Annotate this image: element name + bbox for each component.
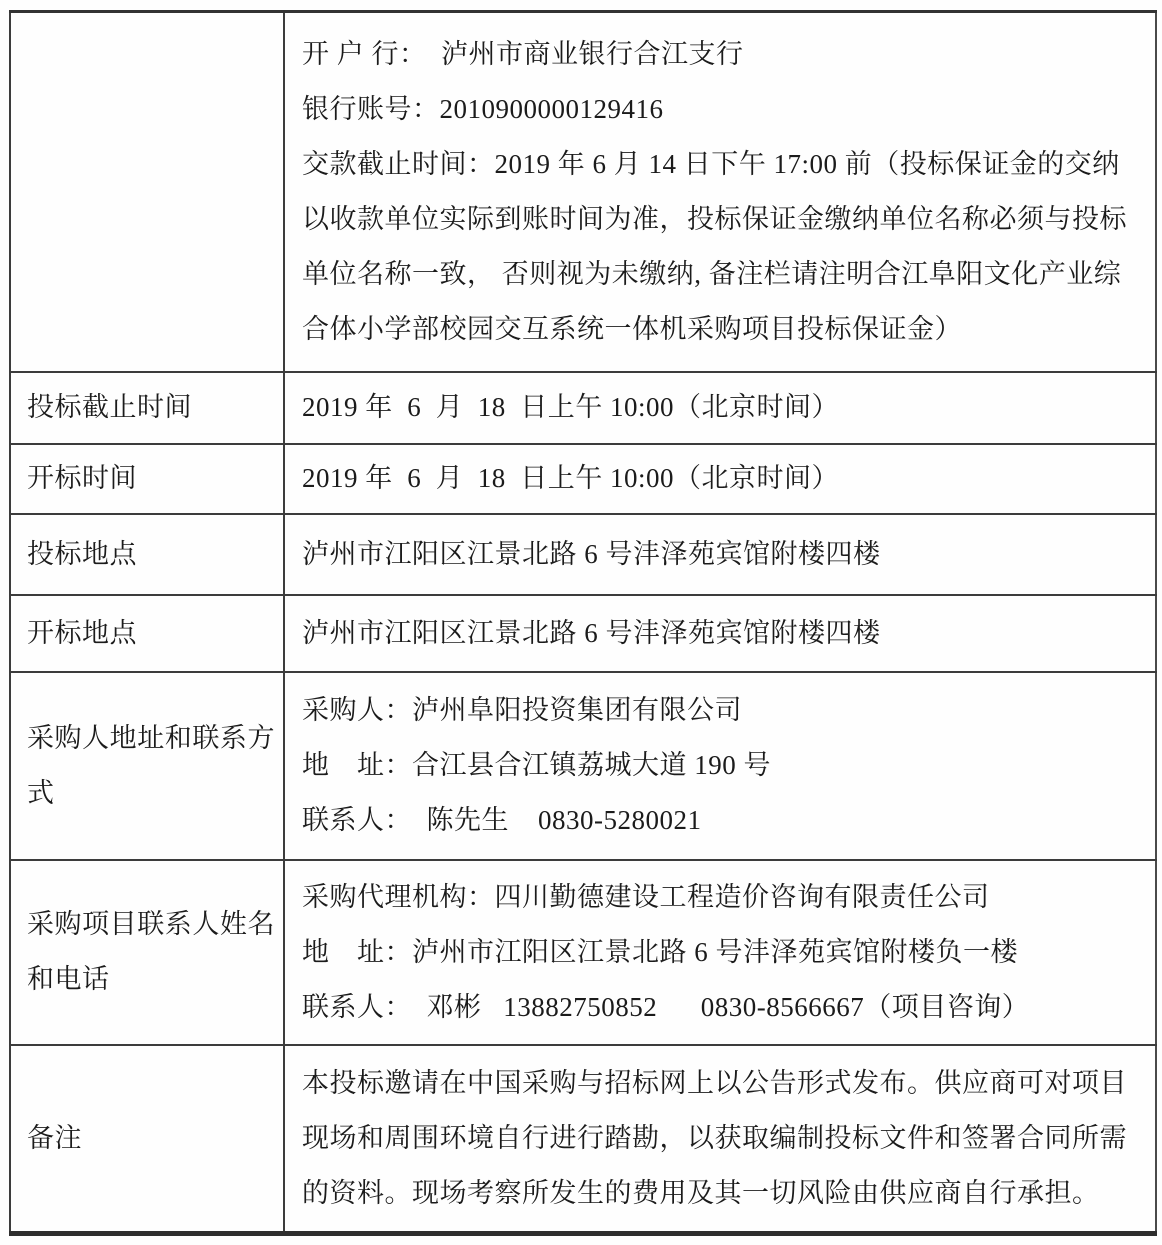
row-label-cell bbox=[10, 860, 284, 1045]
cell-line: 地 址：泸州市江阳区江景北路 6 号沣泽苑宾馆附楼负一楼 bbox=[302, 936, 1018, 967]
bid-info-table bbox=[9, 10, 1157, 1236]
row-value-cell bbox=[284, 672, 1156, 860]
cell-line: 联系人： 陈先生 0830-5280021 bbox=[302, 805, 702, 835]
row-label: 投标截止时间 bbox=[27, 392, 192, 422]
row-label: 开标地点 bbox=[27, 617, 137, 648]
row-label: 备注 bbox=[27, 1122, 82, 1153]
cell-line: 开 户 行： 泸州市商业银行合江支行 bbox=[302, 38, 744, 69]
cell-line: 2019 年 6 月 18 日上午 10:00（北京时间） bbox=[302, 463, 840, 493]
cell-line: 地 址：合江县合江镇荔城大道 190 号 bbox=[302, 750, 771, 780]
row-label: 开标时间 bbox=[27, 463, 137, 493]
row-value-cell bbox=[284, 372, 1156, 444]
row-label-cell bbox=[10, 372, 284, 444]
cell-line: 以收款单位实际到账时间为准，投标保证金缴纳单位名称必须与投标 bbox=[302, 203, 1127, 234]
table-row-opening-location bbox=[10, 595, 1156, 672]
row-label-cell bbox=[10, 1045, 284, 1234]
cell-line: 本投标邀请在中国采购与招标网上以公告形式发布。供应商可对项目 bbox=[302, 1067, 1127, 1098]
cell-line: 泸州市江阳区江景北路 6 号沣泽苑宾馆附楼四楼 bbox=[302, 617, 881, 648]
cell-line: 2019 年 6 月 18 日上午 10:00（北京时间） bbox=[302, 392, 840, 422]
row-value-cell bbox=[284, 1045, 1156, 1234]
table-row-bank-info bbox=[10, 12, 1156, 372]
cell-line: 交款截止时间：2019 年 6 月 14 日下午 17:00 前（投标保证金的交纳 bbox=[302, 148, 1120, 179]
row-value-cell bbox=[284, 12, 1156, 372]
row-value-cell bbox=[284, 514, 1156, 595]
table-row-bid-location bbox=[10, 514, 1156, 595]
row-label-cell bbox=[10, 514, 284, 595]
row-label: 投标地点 bbox=[27, 538, 137, 569]
row-label: 采购项目联系人姓名和电话 bbox=[27, 909, 275, 994]
cell-line: 的资料。现场考察所发生的费用及其一切风险由供应商自行承担。 bbox=[302, 1177, 1100, 1208]
cell-line: 合体小学部校园交互系统一体机采购项目投标保证金） bbox=[302, 313, 962, 344]
table-row-remarks bbox=[10, 1045, 1156, 1234]
table-row-purchaser-contact bbox=[10, 672, 1156, 860]
cell-line: 现场和周围环境自行进行踏勘，以获取编制投标文件和签署合同所需 bbox=[302, 1122, 1127, 1153]
row-label: 采购人地址和联系方式 bbox=[27, 722, 275, 808]
cell-line: 泸州市江阳区江景北路 6 号沣泽苑宾馆附楼四楼 bbox=[302, 538, 881, 569]
cell-line: 采购人：泸州阜阳投资集团有限公司 bbox=[302, 695, 742, 725]
table-row-opening-time bbox=[10, 444, 1156, 514]
row-value-cell bbox=[284, 444, 1156, 514]
table-row-agency-contact bbox=[10, 860, 1156, 1045]
table-row-bid-deadline bbox=[10, 372, 1156, 444]
row-label-cell bbox=[10, 12, 284, 372]
row-label-cell bbox=[10, 595, 284, 672]
cell-line: 联系人： 邓彬 13882750852 0830-8566667（项目咨询） bbox=[302, 991, 1030, 1022]
row-label-cell bbox=[10, 444, 284, 514]
row-value-cell bbox=[284, 860, 1156, 1045]
cell-line: 银行账号：2010900000129416 bbox=[302, 93, 664, 124]
row-value-cell bbox=[284, 595, 1156, 672]
row-label-cell bbox=[10, 672, 284, 860]
cell-line: 采购代理机构：四川勤德建设工程造价咨询有限责任公司 bbox=[302, 881, 990, 912]
cell-line: 单位名称一致， 否则视为未缴纳, 备注栏请注明合江阜阳文化产业综 bbox=[302, 258, 1122, 289]
